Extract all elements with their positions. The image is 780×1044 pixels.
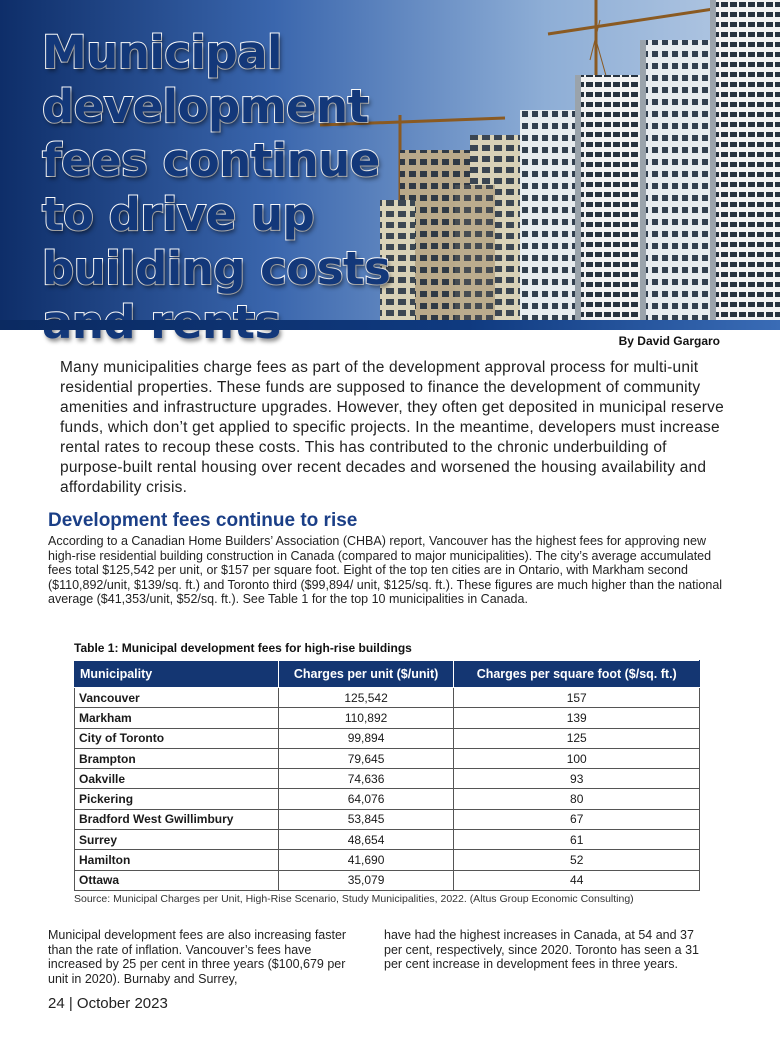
cell-per-sqft: 125 bbox=[454, 728, 700, 748]
table-row bbox=[75, 708, 700, 728]
cell-per-unit: 74,636 bbox=[278, 769, 454, 789]
cell-per-sqft: 100 bbox=[454, 748, 700, 768]
intro-paragraph: Many municipalities charge fees as part of the development approval process for multi-unit residential properties. These funds are supposed to finance the development of community amenities and infrastructure upgrades. However, they often get deposited in municipal reserve funds, which don’t get applied to specific projects. In the meantime, developers must increase rental rates to recoup these costs. This has contributed to the chronic underbuilding of purpose-built rental housing over recent decades and worsened the housing availability and affordability crisis. bbox=[60, 359, 724, 496]
table-row bbox=[75, 769, 700, 789]
cell-municipality: Pickering bbox=[75, 789, 279, 809]
table-header-row bbox=[75, 661, 700, 688]
cell-municipality: City of Toronto bbox=[75, 728, 279, 748]
cell-per-sqft: 157 bbox=[454, 688, 700, 708]
table-row bbox=[75, 748, 700, 768]
cell-per-sqft: 67 bbox=[454, 809, 700, 829]
table-row bbox=[75, 830, 700, 850]
section-heading: Development fees continue to rise bbox=[48, 510, 358, 531]
table-row bbox=[75, 728, 700, 748]
cell-per-unit: 64,076 bbox=[278, 789, 454, 809]
cell-per-sqft: 80 bbox=[454, 789, 700, 809]
table-row bbox=[75, 870, 700, 890]
table-row bbox=[75, 688, 700, 708]
cell-per-unit: 99,894 bbox=[278, 728, 454, 748]
fees-table bbox=[74, 660, 700, 891]
cell-per-sqft: 52 bbox=[454, 850, 700, 870]
hero-banner bbox=[0, 0, 780, 320]
cell-municipality: Markham bbox=[75, 708, 279, 728]
cell-municipality: Surrey bbox=[75, 830, 279, 850]
table-row bbox=[75, 789, 700, 809]
article-title: Municipal development fees continue to drive up building costs bbox=[42, 26, 391, 295]
cell-per-unit: 41,690 bbox=[278, 850, 454, 870]
header-municipality: Municipality bbox=[75, 661, 279, 688]
cell-per-sqft: 44 bbox=[454, 870, 700, 890]
cell-municipality: Hamilton bbox=[75, 850, 279, 870]
byline: By David Gargaro bbox=[618, 334, 720, 348]
table-source: Source: Municipal Charges per Unit, High-Rise Scenario, Study Municipalities, 2022. (Altus Group Economic Consulting) bbox=[74, 893, 634, 905]
cell-per-unit: 110,892 bbox=[278, 708, 454, 728]
table-row bbox=[75, 809, 700, 829]
table-caption: Table 1: Municipal development fees for high-rise buildings bbox=[74, 641, 412, 655]
cell-per-unit: 48,654 bbox=[278, 830, 454, 850]
cell-per-unit: 53,845 bbox=[278, 809, 454, 829]
table-row bbox=[75, 850, 700, 870]
cell-municipality: Oakville bbox=[75, 769, 279, 789]
cell-per-unit: 79,645 bbox=[278, 748, 454, 768]
cell-municipality: Vancouver bbox=[75, 688, 279, 708]
cell-per-sqft: 61 bbox=[454, 830, 700, 850]
page-folio: 24 | October 2023 bbox=[48, 995, 168, 1012]
header-charges-per-unit: Charges per unit ($/unit) bbox=[278, 661, 454, 688]
cell-municipality: Brampton bbox=[75, 748, 279, 768]
header-charges-per-sqft: Charges per square foot ($/sq. ft.) bbox=[454, 661, 700, 688]
body-column-right: have had the highest increases in Canada, at 54 and 37 per cent, respectively, since 2020. Toronto has seen a 31 per cent increase in development fees in three years. bbox=[384, 928, 700, 972]
cell-per-sqft: 93 bbox=[454, 769, 700, 789]
cell-municipality: Ottawa bbox=[75, 870, 279, 890]
cell-municipality: Bradford West Gwillimbury bbox=[75, 809, 279, 829]
cell-per-sqft: 139 bbox=[454, 708, 700, 728]
title-divider-bar bbox=[0, 320, 780, 330]
section-body: According to a Canadian Home Builders’ Association (CHBA) report, Vancouver has the highest fees for approving new high-rise residential building construction in Canada (compared to major municipalities). The city’s average accumulated fees total $125,542 per unit, or $157 per square foot. Eight of the top ten cities are in Ontario, with Markham second ($110,892/unit, $139/sq. ft.) and Toronto third ($99,894/ unit, $125/sq. ft.). These figures are much higher than the national average ($41,353/unit, $52/sq. ft.). See Table 1 for the top 10 municipalities in Canada. bbox=[48, 534, 723, 607]
body-column-left: Municipal development fees are also increasing faster than the rate of inflation. Vancouver’s fees have increased by 25 per cent in three years ($100,679 per unit in 2020). Burnaby and Surrey, bbox=[48, 928, 347, 986]
cell-per-unit: 35,079 bbox=[278, 870, 454, 890]
cell-per-unit: 125,542 bbox=[278, 688, 454, 708]
